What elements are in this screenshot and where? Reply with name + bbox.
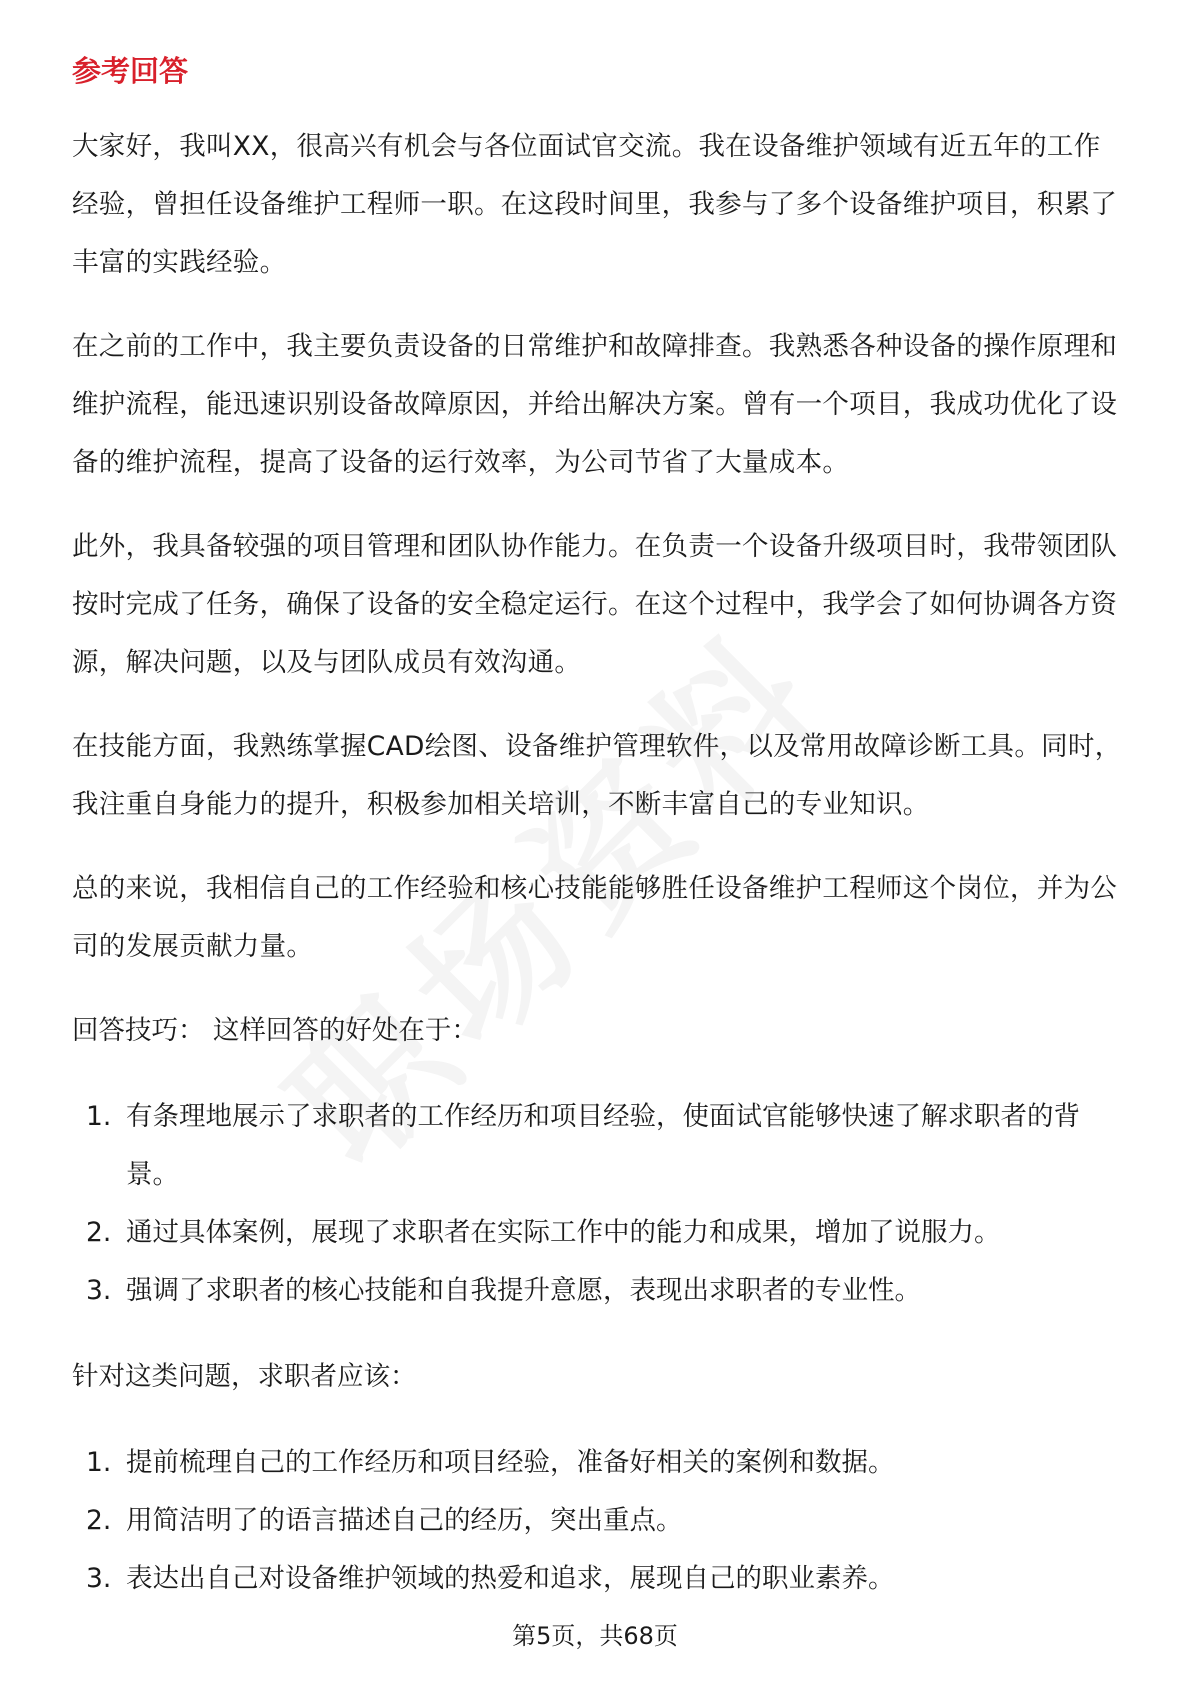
list-text: 强调了求职者的核心技能和自我提升意愿，表现出求职者的专业性。 <box>126 1275 921 1306</box>
paragraph-summary: 总的来说，我相信自己的工作经验和核心技能能够胜任设备维护工程师这个岗位，并为公司的发展贡献力量。 <box>72 873 1118 962</box>
list-item <box>72 1262 1122 1320</box>
list-text: 有条理地展示了求职者的工作经历和项目经验，使面试官能够快速了解求职者的背景。 <box>126 1101 1080 1190</box>
paragraph-skills: 在技能方面，我熟练掌握CAD绘图、设备维护管理软件，以及常用故障诊断工具。同时，我注重自身能力的提升，积极参加相关培训，不断丰富自己的专业知识。 <box>72 731 1122 820</box>
page-number-footer: 第5页，共68页 <box>512 1622 678 1650</box>
list-number: 1. <box>86 1447 112 1478</box>
section-heading: 参考回答 <box>72 54 189 88</box>
paragraph-management: 此外，我具备较强的项目管理和团队协作能力。在负责一个设备升级项目时，我带领团队按时完成了任务，确保了设备的安全稳定运行。在这个过程中，我学会了如何协调各方资源，解决问题，以及与团队成员有效沟通。 <box>72 531 1118 678</box>
list-item <box>72 1204 1122 1262</box>
list-text: 用简洁明了的语言描述自己的经历，突出重点。 <box>126 1505 683 1536</box>
advice-list <box>72 1434 1122 1608</box>
tips-label: 回答技巧： 这样回答的好处在于： <box>72 1015 478 1046</box>
list-number: 3. <box>86 1563 112 1594</box>
list-number: 1. <box>86 1101 112 1132</box>
tips-list <box>72 1088 1122 1320</box>
advice-label: 针对这类问题，求职者应该： <box>72 1361 417 1392</box>
paragraph-experience: 在之前的工作中，我主要负责设备的日常维护和故障排查。我熟悉各种设备的操作原理和维护流程，能迅速识别设备故障原因，并给出解决方案。曾有一个项目，我成功优化了设备的维护流程，提高了设备的运行效率，为公司节省了大量成本。 <box>72 331 1118 478</box>
list-item <box>72 1434 1122 1492</box>
list-number: 2. <box>86 1217 112 1248</box>
paragraph-intro: 大家好，我叫XX，很高兴有机会与各位面试官交流。我在设备维护领域有近五年的工作经验，曾担任设备维护工程师一职。在这段时间里，我参与了多个设备维护项目，积累了丰富的实践经验。 <box>72 131 1118 278</box>
content <box>72 48 1122 1636</box>
list-item <box>72 1088 1122 1204</box>
list-number: 2. <box>86 1505 112 1536</box>
list-text: 通过具体案例，展现了求职者在实际工作中的能力和成果，增加了说服力。 <box>126 1217 1001 1248</box>
list-item <box>72 1492 1122 1550</box>
list-text: 提前梳理自己的工作经历和项目经验，准备好相关的案例和数据。 <box>126 1447 895 1478</box>
list-item <box>72 1550 1122 1608</box>
list-text: 表达出自己对设备维护领域的热爱和追求，展现自己的职业素养。 <box>126 1563 895 1594</box>
list-number: 3. <box>86 1275 112 1306</box>
